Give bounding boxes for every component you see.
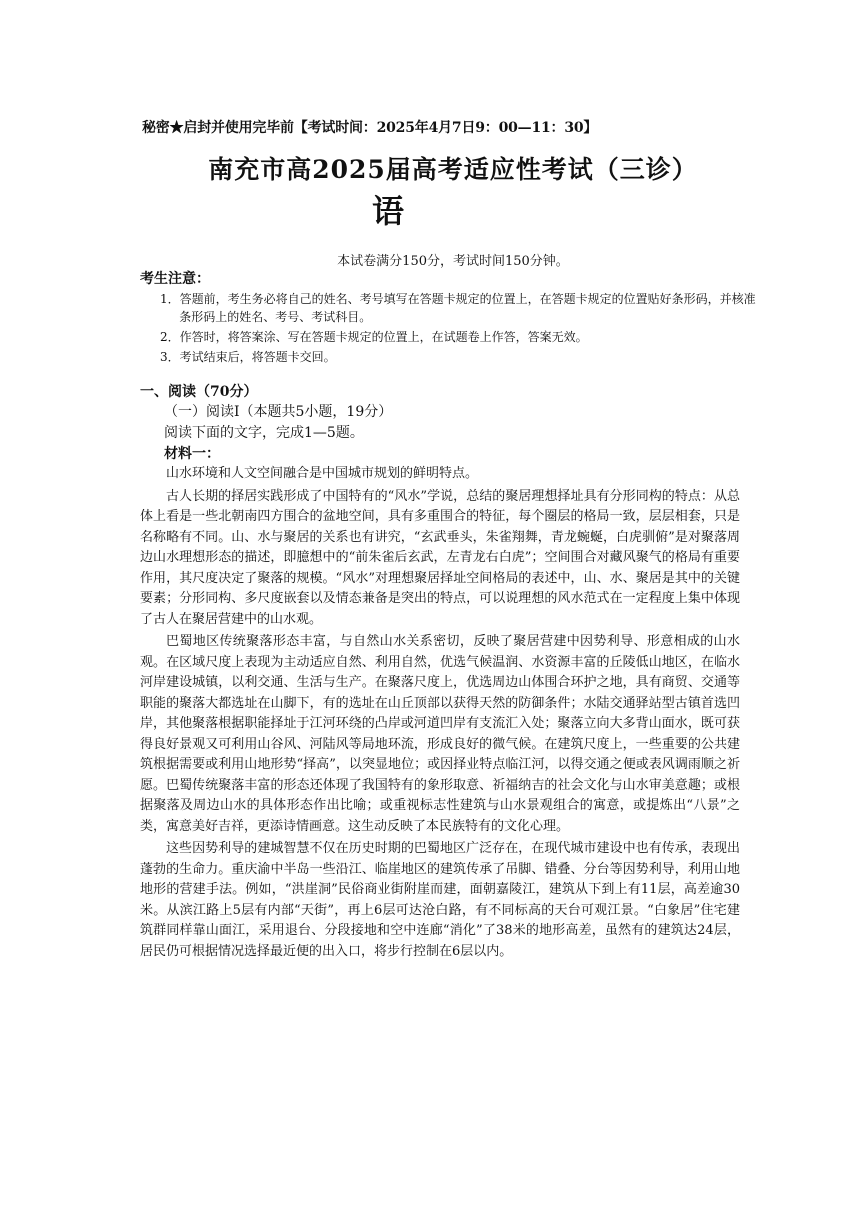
passage-paragraph: 巴蜀地区传统聚落形态丰富，与自然山水关系密切，反映了聚居营建中因势利导、形意相成的山水观。在区域尺度上表现为主动适应自然、利用自然，优选气候温润、水资源丰富的丘陵低山地区，在临水河岸建设城镇，以利交通、生活与生产。在聚落尺度上，优选周边山体围合环护之地，具有商贸、交通等职能的聚落大都选址在山脚下，有的选址在山丘顶部以获得天然的防御条件；水陆交通驿站型古镇首选凹岸，其他聚落根据职能择址于江河环绕的凸岸或河道凹岸有支流汇入处；聚落立向大多背山面水，既可获得良好景观又可利用山谷风、河陆风等局地环流，形成良好的微气候。在建筑尺度上，一些重要的公共建筑根据需要或利用山地形势“择高”，以突显地位；或因择业特点临江河，以得交通之便或表风调雨顺之祈愿。巴蜀传统聚落丰富的形态还体现了我国特有的象形取意、祈福纳吉的社会文化与山水审美意趣；或根据聚落及周边山水的具体形态作出比喻；或重视标志性建筑与山水景观组合的寓意，或提炼出“八景”之类，寓意美好吉祥，更添诗情画意。这生动反映了本民族特有的文化心理。	[140, 634, 740, 834]
passage-paragraph: 这些因势利导的建城智慧不仅在历史时期的巴蜀地区广泛存在，在现代城市建设中也有传承，表现出蓬勃的生命力。重庆渝中半岛一些沿江、临崖地区的建筑传承了吊脚、错叠、分台等因势利导，利用山地地形的营建手法。例如，“洪崖洞”民俗商业街附崖而建，面朝嘉陵江，建筑从下到上有11层，高差逾30米。从滨江路上5层有内部“天街”，再上6层可达沧白路，有不同标高的天台可观江景。“白象居”住宅建筑群同样靠山面江，采用退台、分段接地和空中连廊“消化”了38米的地形高差，虽然有的建筑达24层，居民仍可根据情况选择最近便的出入口，将步行控制在6层以内。	[140, 841, 740, 959]
notice-item: 2．作答时，将答案涂、写在答题卡规定的位置上，在试题卷上作答，答案无效。	[160, 330, 588, 344]
full-score-note: 本试卷满分150分，考试时间150分钟。	[337, 254, 569, 269]
notice-item: 1．答题前，考生务必将自己的姓名、考号填写在答题卡规定的位置上，在答题卡规定的位置贴好条形码，并核准条形码上的姓名、考号、考试科目。	[160, 292, 756, 324]
passage-paragraph: 山水环境和人文空间融合是中国城市规划的鲜明特点。	[166, 466, 479, 481]
passage-paragraph: 古人长期的择居实践形成了中国特有的“风水”学说，总结的聚居理想择址具有分形同构的特点：从总体上看是一些北朝南四方围合的盆地空间，具有多重围合的特征，每个圈层的格局一致，层层相套，只是名称略有不同。山、水与聚居的关系也有讲究，“玄武垂头，朱雀翔舞，青龙蜿蜒，白虎驯俯”是对聚落周边山水理想形态的描述，即臆想中的“前朱雀后玄武，左青龙右白虎”；空间围合对藏风聚气的格局有重要作用，其尺度决定了聚落的规模。“风水”对理想聚居择址空间格局的表述中，山、水、聚居是其中的关键要素；分形同构、多尺度嵌套以及情态兼备是突出的特点，可以说理想的风水范式在一定程度上集中体现了古人在聚居营建中的山水观。	[140, 488, 740, 627]
notice-list	[160, 290, 760, 368]
exam-title: 南充市高2025届高考适应性考试（三诊）	[208, 155, 698, 184]
section-heading: 一、阅读（70分）	[140, 384, 258, 400]
material-label: 材料一：	[164, 446, 220, 462]
notice-item: 3．考试结束后，将答题卡交回。	[160, 350, 336, 364]
subject-title: 语	[372, 192, 405, 230]
secret-header-line: 秘密★启封并使用完毕前【考试时间：2025年4月7日9：00—11：30】	[142, 120, 598, 136]
reading-passage	[140, 464, 740, 964]
reading-instruction: 阅读下面的文字，完成1—5题。	[164, 425, 364, 441]
notice-title: 考生注意：	[140, 271, 210, 287]
subsection-heading: （一）阅读Ⅰ（本题共5小题，19分）	[164, 404, 393, 420]
